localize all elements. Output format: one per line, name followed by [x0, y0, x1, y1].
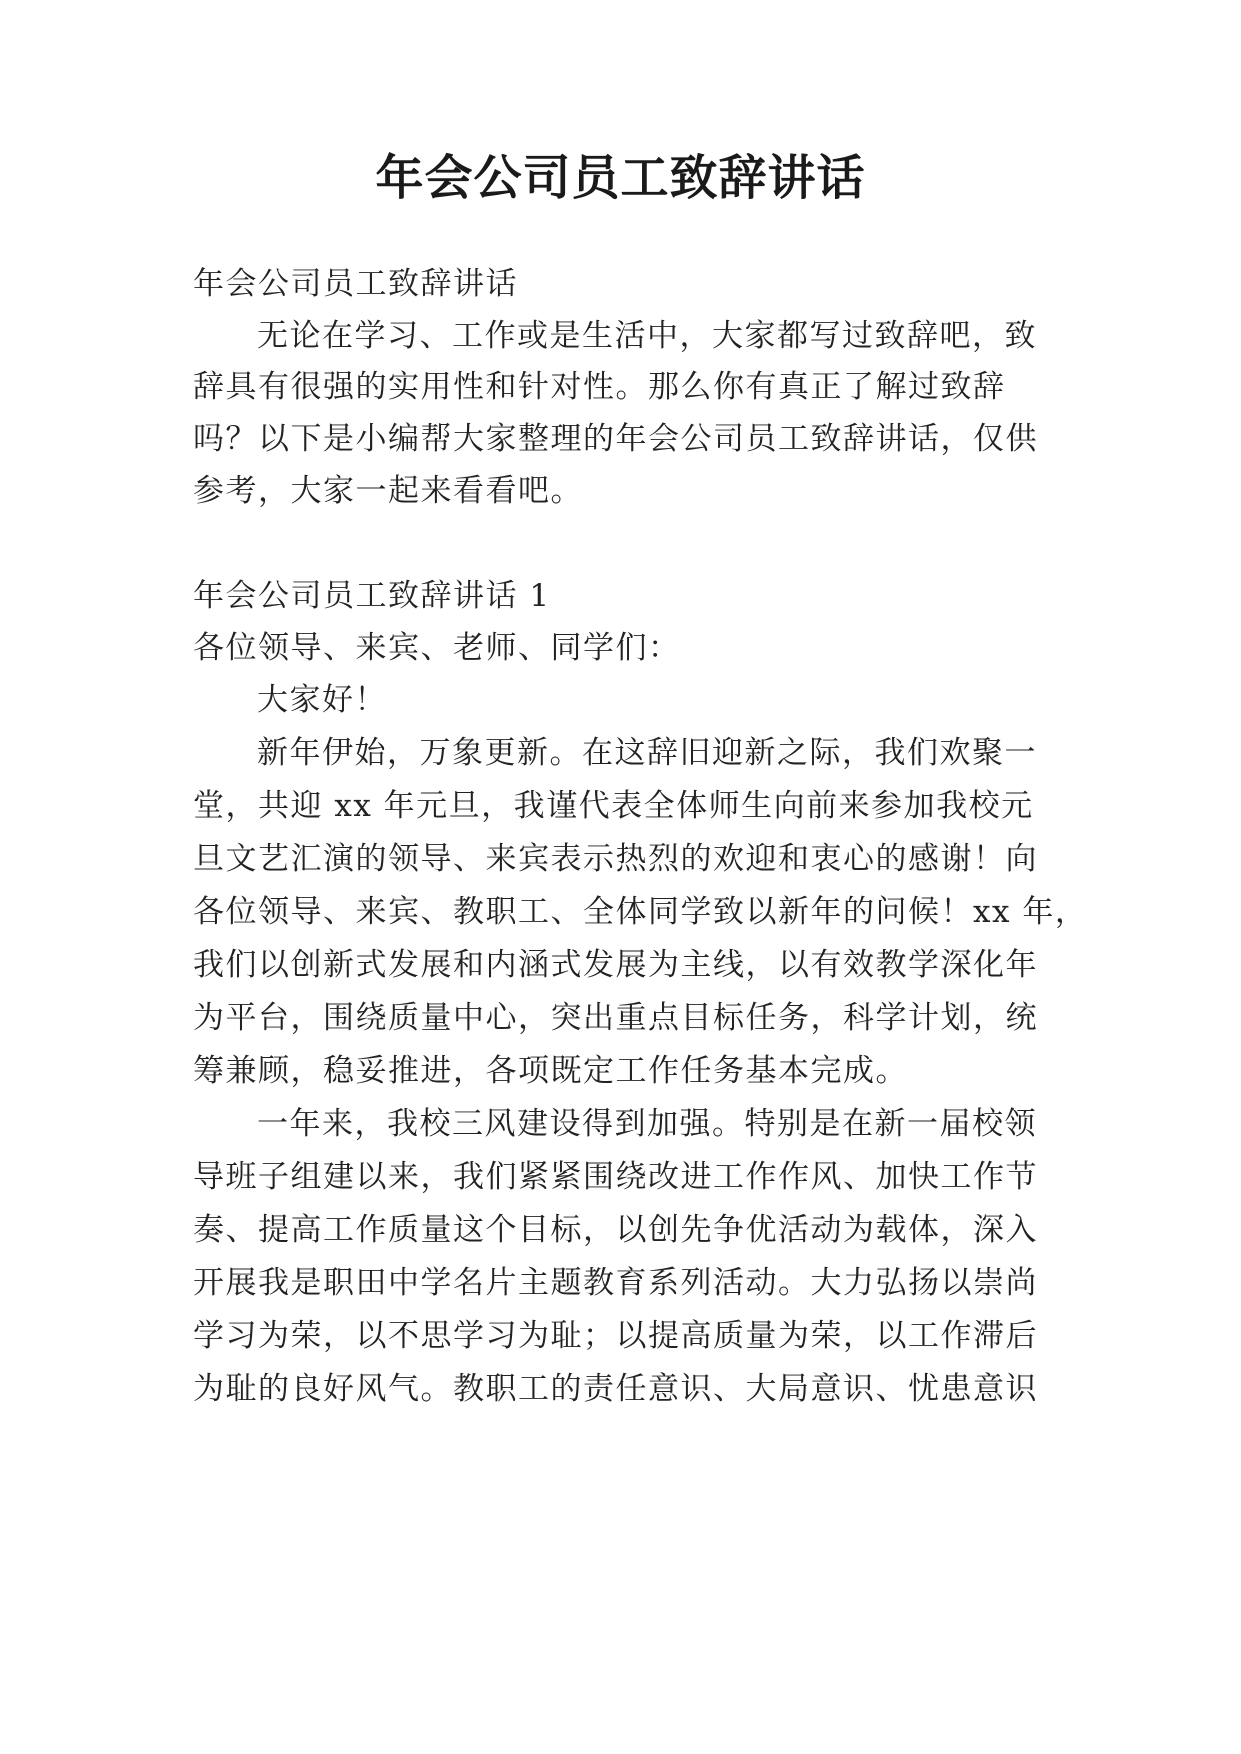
paragraph-line: 奏、提高工作质量这个目标，以创先争优活动为载体，深入 — [193, 1212, 1038, 1248]
greeting-line: 大家好！ — [257, 682, 387, 718]
paragraph-line: 参考，大家一起来看看吧。 — [193, 473, 583, 509]
paragraph-line: 导班子组建以来，我们紧紧围绕改进工作作风、加快工作节 — [193, 1159, 1038, 1195]
paragraph-line: 各位领导、来宾、教职工、全体同学致以新年的问候！xx 年， — [193, 894, 1088, 930]
paragraph-line: 吗？以下是小编帮大家整理的年会公司员工致辞讲话，仅供 — [193, 421, 1038, 457]
section-heading: 年会公司员工致辞讲话 1 — [193, 578, 551, 614]
paragraph-line: 为耻的良好风气。教职工的责任意识、大局意识、忧患意识 — [193, 1371, 1038, 1407]
paragraph-line: 学习为荣，以不思学习为耻；以提高质量为荣，以工作滞后 — [193, 1318, 1038, 1354]
paragraph-line: 旦文艺汇演的领导、来宾表示热烈的欢迎和衷心的感谢！向 — [193, 841, 1038, 877]
document-title: 年会公司员工致辞讲话 — [375, 150, 866, 206]
paragraph-line: 堂，共迎 xx 年元旦，我谨代表全体师生向前来参加我校元 — [193, 788, 1034, 824]
paragraph-line: 为平台，围绕质量中心，突出重点目标任务，科学计划，统 — [193, 1000, 1038, 1036]
section-heading: 年会公司员工致辞讲话 — [193, 266, 518, 302]
paragraph-line: 一年来，我校三风建设得到加强。特别是在新一届校领 — [257, 1106, 1037, 1142]
paragraph-line: 新年伊始，万象更新。在这辞旧迎新之际，我们欢聚一 — [257, 735, 1037, 771]
paragraph-line: 我们以创新式发展和内涵式发展为主线，以有效教学深化年 — [193, 947, 1038, 983]
salutation-line: 各位领导、来宾、老师、同学们： — [193, 630, 681, 666]
paragraph-line: 筹兼顾，稳妥推进，各项既定工作任务基本完成。 — [193, 1053, 908, 1089]
paragraph-line: 无论在学习、工作或是生活中，大家都写过致辞吧，致 — [257, 318, 1037, 354]
paragraph-line: 开展我是职田中学名片主题教育系列活动。大力弘扬以崇尚 — [193, 1265, 1038, 1301]
paragraph-line: 辞具有很强的实用性和针对性。那么你有真正了解过致辞 — [193, 369, 1006, 405]
